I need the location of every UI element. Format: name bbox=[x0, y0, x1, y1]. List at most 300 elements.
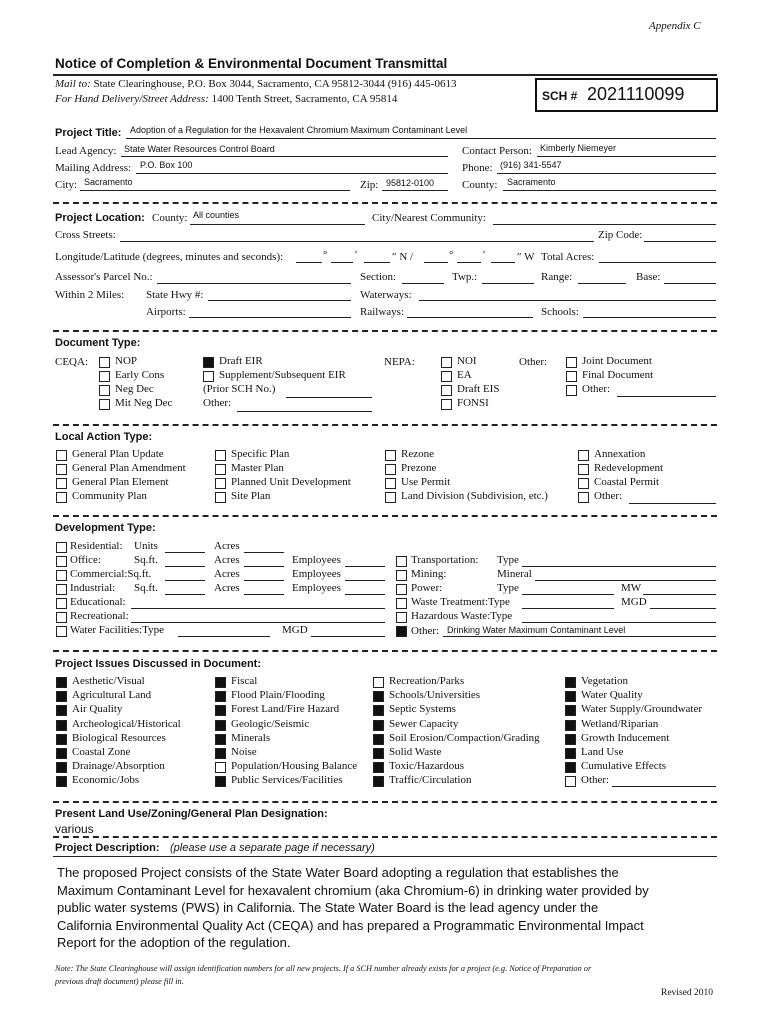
noi-label: NOI bbox=[457, 355, 477, 367]
twp-label: Twp.: bbox=[452, 271, 478, 283]
zip-code-line bbox=[644, 241, 716, 242]
project-title-line bbox=[126, 138, 716, 139]
divider bbox=[53, 650, 717, 652]
lat-min-symbol: ′ bbox=[355, 249, 358, 261]
toxic-hazardous-checkbox[interactable] bbox=[373, 762, 384, 773]
drainage-absorption-checkbox[interactable] bbox=[56, 762, 67, 773]
description-rule bbox=[53, 856, 717, 857]
educational-line bbox=[131, 608, 385, 609]
doc-other-line bbox=[617, 396, 716, 397]
issues-label: Project Issues Discussed in Document: bbox=[55, 658, 262, 670]
description-line: California Environmental Quality Act (CEQA) and has prepared a Programmatic Environmental Impact bbox=[57, 917, 644, 933]
noise-checkbox[interactable] bbox=[215, 748, 226, 759]
project-title-value[interactable]: Adoption of a Regulation for the Hexavalent Chromium Maximum Contaminant Level bbox=[130, 125, 468, 135]
county-line bbox=[503, 190, 716, 191]
office-checkbox[interactable] bbox=[56, 556, 67, 567]
dev-other-value[interactable]: Drinking Water Maximum Contaminant Level bbox=[447, 625, 626, 635]
cross-streets-label: Cross Streets: bbox=[55, 229, 116, 241]
land-use-value[interactable]: various bbox=[55, 822, 94, 836]
form-title: Notice of Completion & Environmental Document Transmittal bbox=[55, 56, 448, 71]
office-sqft-label: Sq.ft. bbox=[134, 554, 158, 566]
hwy-line bbox=[208, 300, 351, 301]
location-county-line bbox=[190, 224, 365, 225]
drainage-absorption-label: Drainage/Absorption bbox=[72, 760, 165, 773]
nepa-label: NEPA: bbox=[384, 356, 415, 368]
schools-universities-checkbox[interactable] bbox=[373, 691, 384, 702]
apn-label: Assessor's Parcel No.: bbox=[55, 271, 153, 283]
residential-acres-line bbox=[244, 552, 284, 553]
sewer-capacity-checkbox[interactable] bbox=[373, 720, 384, 731]
biological-resources-label: Biological Resources bbox=[72, 731, 166, 744]
industrial-sqft-label: Sq.ft. bbox=[134, 582, 158, 594]
commercial-sqft-line bbox=[165, 580, 205, 581]
description-hint: (please use a separate page if necessary) bbox=[170, 842, 375, 854]
water-facilities-type-line bbox=[178, 636, 270, 637]
base-label: Base: bbox=[636, 271, 661, 283]
growth-inducement-label: Growth Inducement bbox=[581, 731, 670, 744]
supplement-subsequent-eir-label: Supplement/Subsequent EIR bbox=[219, 369, 346, 381]
issues-other-line bbox=[612, 786, 716, 787]
sewer-capacity-label: Sewer Capacity bbox=[389, 717, 459, 730]
power-checkbox[interactable] bbox=[396, 584, 407, 595]
waste-treatment-checkbox[interactable] bbox=[396, 598, 407, 609]
final-document-checkbox[interactable] bbox=[566, 371, 577, 382]
contact-label: Contact Person: bbox=[462, 145, 532, 157]
commercial-checkbox[interactable] bbox=[56, 570, 67, 581]
description-body[interactable] bbox=[57, 864, 649, 952]
site-plan-label: Site Plan bbox=[231, 490, 271, 502]
commercial-employees-line bbox=[345, 580, 385, 581]
recreation-parks-checkbox[interactable] bbox=[373, 677, 384, 688]
cumulative-effects-label: Cumulative Effects bbox=[581, 760, 667, 773]
phone-line bbox=[497, 173, 716, 174]
lat-deg-symbol: ° bbox=[323, 249, 328, 261]
planned-unit-development-label: Planned Unit Development bbox=[231, 476, 351, 488]
divider bbox=[53, 330, 717, 332]
divider bbox=[53, 801, 717, 803]
community-plan-checkbox[interactable] bbox=[56, 492, 67, 503]
sch-box bbox=[535, 78, 718, 112]
prior-sch-no-label: (Prior SCH No.) bbox=[203, 383, 276, 395]
annexation-checkbox[interactable] bbox=[578, 450, 589, 461]
wetland-riparian-checkbox[interactable] bbox=[565, 720, 576, 731]
office-acres-label: Acres bbox=[214, 554, 240, 566]
general-plan-amendment-checkbox[interactable] bbox=[56, 464, 67, 475]
mail-to-label: Mail to: bbox=[55, 78, 91, 90]
description-line: The proposed Project consists of the State Water Board adopting a regulation that establishes the bbox=[57, 865, 619, 880]
other-label: Other: bbox=[203, 397, 232, 409]
mail-to-line bbox=[55, 78, 456, 90]
general-plan-element-label: General Plan Element bbox=[72, 476, 169, 488]
office-employees-label: Employees bbox=[292, 554, 341, 566]
county-value[interactable]: Sacramento bbox=[507, 177, 556, 187]
recreational-checkbox[interactable] bbox=[56, 612, 67, 623]
hand-delivery-address: 1400 Tenth Street, Sacramento, CA 95814 bbox=[211, 93, 398, 105]
recreational-label: Recreational: bbox=[70, 610, 129, 622]
nop-checkbox[interactable] bbox=[99, 357, 110, 368]
coastal-zone-checkbox[interactable] bbox=[56, 748, 67, 759]
draft-eis-checkbox[interactable] bbox=[441, 385, 452, 396]
ceqa-other-line bbox=[237, 411, 372, 412]
mineral-line bbox=[535, 580, 716, 581]
educational-label: Educational: bbox=[70, 596, 126, 608]
waste-treatment-line bbox=[522, 608, 614, 609]
industrial-employees-line bbox=[345, 594, 385, 595]
transportation-checkbox[interactable] bbox=[396, 556, 407, 567]
long-min-symbol: ′ bbox=[483, 249, 486, 261]
residential-units-line bbox=[165, 552, 205, 553]
ea-checkbox[interactable] bbox=[441, 371, 452, 382]
schools-line bbox=[583, 317, 716, 318]
land-division-subdivision-etc-label: Land Division (Subdivision, etc.) bbox=[401, 490, 548, 502]
population-housing-balance-checkbox[interactable] bbox=[215, 762, 226, 773]
office-acres-line bbox=[244, 566, 284, 567]
recreational-line bbox=[131, 622, 385, 623]
traffic-circulation-checkbox[interactable] bbox=[373, 776, 384, 787]
lat-deg-line bbox=[296, 262, 322, 263]
septic-systems-checkbox[interactable] bbox=[373, 705, 384, 716]
schools-label: Schools: bbox=[541, 306, 579, 318]
forest-land-fire-hazard-checkbox[interactable] bbox=[215, 705, 226, 716]
coastal-permit-label: Coastal Permit bbox=[594, 476, 660, 488]
residential-acres-label: Acres bbox=[214, 540, 240, 552]
development-type-label: Development Type: bbox=[55, 522, 156, 534]
lat-sec-line bbox=[364, 262, 390, 263]
power-type-label: Type bbox=[497, 582, 519, 594]
transportation-type-label: Type bbox=[497, 554, 519, 566]
phone-label: Phone: bbox=[462, 162, 493, 174]
other-label: Other: bbox=[581, 774, 610, 787]
archeological-historical-label: Archeological/Historical bbox=[72, 717, 181, 730]
solid-waste-checkbox[interactable] bbox=[373, 748, 384, 759]
railways-label: Railways: bbox=[360, 306, 404, 318]
zip-line bbox=[382, 190, 448, 191]
neg-dec-checkbox[interactable] bbox=[99, 385, 110, 396]
transportation-label: Transportation: bbox=[411, 554, 479, 566]
range-label: Range: bbox=[541, 271, 573, 283]
industrial-acres-line bbox=[244, 594, 284, 595]
location-label: Project Location: bbox=[55, 212, 145, 224]
air-quality-checkbox[interactable] bbox=[56, 705, 67, 716]
hazardous-waste-label: Hazardous Waste:Type bbox=[411, 610, 513, 622]
wetland-riparian-label: Wetland/Riparian bbox=[581, 717, 659, 730]
long-sec-line bbox=[491, 262, 515, 263]
master-plan-label: Master Plan bbox=[231, 462, 284, 474]
location-county-value[interactable]: All counties bbox=[193, 210, 240, 220]
commercial-acres-line bbox=[244, 580, 284, 581]
apn-line bbox=[157, 283, 351, 284]
footer-note-line-1: Note: The State Clearinghouse will assign identification numbers for all new projects. If a SCH number already exists for a project (e.g. Notice of Preparation or bbox=[55, 964, 592, 973]
mailing-line bbox=[136, 173, 448, 174]
description-line: Maximum Contaminant Level for hexavalent chromium (aka Chromium-6) in drinking water provided by bbox=[57, 882, 649, 898]
industrial-acres-label: Acres bbox=[214, 582, 240, 594]
within-label: Within 2 Miles: bbox=[55, 289, 125, 301]
industrial-employees-label: Employees bbox=[292, 582, 341, 594]
prezone-label: Prezone bbox=[401, 462, 437, 474]
residential-checkbox[interactable] bbox=[56, 542, 67, 553]
draft-eir-label: Draft EIR bbox=[219, 355, 263, 367]
document-type-label: Document Type: bbox=[55, 337, 141, 349]
county-label: County: bbox=[462, 179, 498, 191]
water-facilities-mgd-line bbox=[311, 636, 385, 637]
annexation-label: Annexation bbox=[594, 448, 646, 460]
early-cons-checkbox[interactable] bbox=[99, 371, 110, 382]
total-acres-line bbox=[599, 262, 716, 263]
final-document-label: Final Document bbox=[582, 369, 654, 381]
lat-min-line bbox=[331, 262, 353, 263]
redevelopment-label: Redevelopment bbox=[594, 462, 664, 474]
airports-line bbox=[189, 317, 351, 318]
sch-label: SCH # bbox=[542, 89, 578, 103]
title-rule bbox=[53, 74, 717, 76]
dev-other-label: Other: bbox=[411, 625, 440, 637]
waterways-label: Waterways: bbox=[360, 289, 412, 301]
prezone-checkbox[interactable] bbox=[385, 464, 396, 475]
biological-resources-checkbox[interactable] bbox=[56, 734, 67, 745]
water-supply-groundwater-label: Water Supply/Groundwater bbox=[581, 703, 702, 716]
septic-systems-label: Septic Systems bbox=[389, 703, 456, 716]
zip-value[interactable]: 95812-0100 bbox=[386, 178, 435, 188]
coastal-zone-label: Coastal Zone bbox=[72, 746, 131, 758]
city-value[interactable]: Sacramento bbox=[84, 177, 133, 187]
mailing-value[interactable]: P.O. Box 100 bbox=[140, 160, 193, 170]
schools-universities-label: Schools/Universities bbox=[389, 689, 481, 702]
public-services-facilities-checkbox[interactable] bbox=[215, 776, 226, 787]
specific-plan-label: Specific Plan bbox=[231, 448, 290, 460]
water-facilities-mgd-label: MGD bbox=[282, 624, 308, 636]
residential-label: Residential: bbox=[70, 540, 123, 552]
noi-checkbox[interactable] bbox=[441, 357, 452, 368]
site-plan-checkbox[interactable] bbox=[215, 492, 226, 503]
base-line bbox=[664, 283, 716, 284]
toxic-hazardous-label: Toxic/Hazardous bbox=[389, 760, 464, 773]
redevelopment-checkbox[interactable] bbox=[578, 464, 589, 475]
local-action-other-line bbox=[629, 503, 716, 504]
rezone-checkbox[interactable] bbox=[385, 450, 396, 461]
water-supply-groundwater-checkbox[interactable] bbox=[565, 705, 576, 716]
educational-checkbox[interactable] bbox=[56, 598, 67, 609]
long-deg-symbol: ° bbox=[449, 249, 454, 261]
solid-waste-label: Solid Waste bbox=[389, 746, 442, 758]
hazardous-waste-line bbox=[522, 622, 716, 623]
use-permit-label: Use Permit bbox=[401, 476, 451, 488]
divider bbox=[53, 836, 717, 838]
transportation-type-line bbox=[522, 566, 716, 567]
lead-agency-line bbox=[121, 156, 448, 157]
location-county-label: County: bbox=[152, 212, 188, 224]
general-plan-update-label: General Plan Update bbox=[72, 448, 164, 460]
community-plan-label: Community Plan bbox=[72, 490, 147, 502]
other-checkbox[interactable] bbox=[578, 492, 589, 503]
mineral-label: Mineral bbox=[497, 568, 532, 580]
specific-plan-checkbox[interactable] bbox=[215, 450, 226, 461]
recreation-parks-label: Recreation/Parks bbox=[389, 675, 465, 687]
description-line: public water systems (PWS) in California. The State Water Board is the lead agency under the bbox=[57, 900, 599, 916]
revised-label: Revised 2010 bbox=[661, 988, 713, 998]
commercial-label: Commercial:Sq.ft. bbox=[70, 568, 152, 580]
agricultural-land-label: Agricultural Land bbox=[72, 689, 152, 702]
long-deg-line bbox=[424, 262, 448, 263]
power-type-line bbox=[522, 594, 614, 595]
industrial-label: Industrial: bbox=[70, 582, 116, 594]
minerals-checkbox[interactable] bbox=[215, 734, 226, 745]
neg-dec-label: Neg Dec bbox=[115, 383, 154, 395]
land-use-label: Land Use bbox=[581, 746, 624, 758]
vegetation-checkbox[interactable] bbox=[565, 677, 576, 688]
economic-jobs-label: Economic/Jobs bbox=[72, 774, 140, 787]
soil-erosion-compaction-grading-label: Soil Erosion/Compaction/Grading bbox=[389, 731, 540, 744]
joint-document-label: Joint Document bbox=[582, 355, 652, 367]
residential-units-label: Units bbox=[134, 540, 158, 552]
minerals-label: Minerals bbox=[231, 731, 271, 744]
footer-note-line-2: previous draft document) please fill in. bbox=[55, 977, 184, 986]
nearest-community-line bbox=[493, 224, 716, 225]
airports-label: Airports: bbox=[146, 306, 186, 318]
project-title-label: Project Title: bbox=[55, 127, 122, 139]
total-acres-label: Total Acres: bbox=[541, 251, 595, 263]
ceqa-label: CEQA: bbox=[55, 356, 88, 368]
forest-land-fire-hazard-label: Forest Land/Fire Hazard bbox=[231, 703, 340, 716]
planned-unit-development-checkbox[interactable] bbox=[215, 478, 226, 489]
dev-other-checkbox[interactable] bbox=[396, 626, 407, 637]
cross-streets-line bbox=[120, 241, 594, 242]
commercial-employees-label: Employees bbox=[292, 568, 341, 580]
railways-line bbox=[407, 317, 533, 318]
coastal-permit-checkbox[interactable] bbox=[578, 478, 589, 489]
lead-agency-label: Lead Agency: bbox=[55, 145, 117, 157]
growth-inducement-checkbox[interactable] bbox=[565, 734, 576, 745]
general-plan-element-checkbox[interactable] bbox=[56, 478, 67, 489]
cumulative-effects-checkbox[interactable] bbox=[565, 762, 576, 773]
section-label: Section: bbox=[360, 271, 397, 283]
fiscal-checkbox[interactable] bbox=[215, 677, 226, 688]
population-housing-balance-label: Population/Housing Balance bbox=[231, 760, 358, 773]
aesthetic-visual-label: Aesthetic/Visual bbox=[72, 675, 145, 687]
divider bbox=[53, 515, 717, 517]
section-line bbox=[402, 283, 444, 284]
land-use-label: Present Land Use/Zoning/General Plan Designation: bbox=[55, 808, 328, 820]
waterways-line bbox=[419, 300, 716, 301]
ea-label: EA bbox=[457, 369, 472, 381]
mining-checkbox[interactable] bbox=[396, 570, 407, 581]
joint-document-checkbox[interactable] bbox=[566, 357, 577, 368]
latlong-label: Longitude/Latitude (degrees, minutes and seconds): bbox=[55, 251, 284, 263]
twp-line bbox=[482, 283, 534, 284]
early-cons-label: Early Cons bbox=[115, 369, 165, 381]
air-quality-label: Air Quality bbox=[72, 703, 123, 716]
traffic-circulation-label: Traffic/Circulation bbox=[389, 774, 472, 787]
other-label: Other: bbox=[594, 490, 623, 502]
nop-label: NOP bbox=[115, 355, 138, 367]
rezone-label: Rezone bbox=[401, 448, 434, 460]
doc-other-label: Other: bbox=[519, 356, 548, 368]
draft-eir-checkbox[interactable] bbox=[203, 357, 214, 368]
vegetation-label: Vegetation bbox=[581, 675, 629, 687]
nearest-community-label: City/Nearest Community: bbox=[372, 212, 486, 224]
water-facilities-checkbox[interactable] bbox=[56, 626, 67, 637]
fiscal-label: Fiscal bbox=[231, 675, 258, 687]
lead-agency-value[interactable]: State Water Resources Control Board bbox=[124, 144, 275, 154]
economic-jobs-checkbox[interactable] bbox=[56, 776, 67, 787]
hazardous-waste-checkbox[interactable] bbox=[396, 612, 407, 623]
waste-mgd-label: MGD bbox=[621, 596, 647, 608]
land-use-checkbox[interactable] bbox=[565, 748, 576, 759]
flood-plain-flooding-checkbox[interactable] bbox=[215, 691, 226, 702]
archeological-historical-checkbox[interactable] bbox=[56, 720, 67, 731]
land-division-subdivision-etc-checkbox[interactable] bbox=[385, 492, 396, 503]
hand-delivery-line bbox=[55, 93, 397, 105]
soil-erosion-compaction-grading-checkbox[interactable] bbox=[373, 734, 384, 745]
flood-plain-flooding-label: Flood Plain/Flooding bbox=[231, 689, 325, 702]
draft-eis-label: Draft EIS bbox=[457, 383, 500, 395]
water-quality-label: Water Quality bbox=[581, 689, 643, 702]
mining-label: Mining: bbox=[411, 568, 447, 580]
appendix-label: Appendix C bbox=[649, 20, 701, 32]
other-checkbox[interactable] bbox=[566, 385, 577, 396]
contact-line bbox=[537, 156, 716, 157]
dev-other-line bbox=[443, 636, 716, 637]
other-checkbox[interactable] bbox=[565, 776, 576, 787]
industrial-checkbox[interactable] bbox=[56, 584, 67, 595]
general-plan-update-checkbox[interactable] bbox=[56, 450, 67, 461]
long-min-line bbox=[457, 262, 481, 263]
office-sqft-line bbox=[165, 566, 205, 567]
range-line bbox=[578, 283, 626, 284]
power-mw-line bbox=[643, 594, 716, 595]
waste-mgd-line bbox=[650, 608, 716, 609]
supplement-subsequent-eir-checkbox[interactable] bbox=[203, 371, 214, 382]
commercial-acres-label: Acres bbox=[214, 568, 240, 580]
sch-number[interactable]: 2021110099 bbox=[587, 84, 685, 104]
description-label: Project Description: bbox=[55, 842, 160, 854]
city-line bbox=[80, 190, 350, 191]
general-plan-amendment-label: General Plan Amendment bbox=[72, 462, 186, 474]
public-services-facilities-label: Public Services/Facilities bbox=[231, 774, 343, 787]
noise-label: Noise bbox=[231, 746, 257, 758]
other-label: Other: bbox=[582, 383, 611, 395]
use-permit-checkbox[interactable] bbox=[385, 478, 396, 489]
long-w-label: ″ W bbox=[517, 251, 535, 263]
office-employees-line bbox=[345, 566, 385, 567]
mit-neg-dec-checkbox[interactable] bbox=[99, 399, 110, 410]
industrial-sqft-line bbox=[165, 594, 205, 595]
master-plan-checkbox[interactable] bbox=[215, 464, 226, 475]
water-facilities-label: Water Facilities:Type bbox=[70, 624, 164, 636]
lat-n-label: ″ N / bbox=[392, 251, 414, 263]
hwy-label: State Hwy #: bbox=[146, 289, 204, 301]
hand-delivery-label: For Hand Delivery/Street Address: bbox=[55, 93, 209, 105]
description-line: Report for the adoption of the regulation. bbox=[57, 935, 291, 951]
mailing-label: Mailing Address: bbox=[55, 162, 132, 174]
fonsi-label: FONSI bbox=[457, 397, 489, 409]
agricultural-land-checkbox[interactable] bbox=[56, 691, 67, 702]
contact-value[interactable]: Kimberly Niemeyer bbox=[540, 143, 617, 153]
aesthetic-visual-checkbox[interactable] bbox=[56, 677, 67, 688]
mail-to-address: State Clearinghouse, P.O. Box 3044, Sacramento, CA 95812-3044 (916) 445-0613 bbox=[93, 78, 457, 90]
prior-sch-line bbox=[286, 397, 372, 398]
local-action-label: Local Action Type: bbox=[55, 431, 153, 443]
office-label: Office: bbox=[70, 554, 101, 566]
waste-treatment-label: Waste Treatment:Type bbox=[411, 596, 510, 608]
zip-code-label: Zip Code: bbox=[598, 229, 643, 241]
water-quality-checkbox[interactable] bbox=[565, 691, 576, 702]
fonsi-checkbox[interactable] bbox=[441, 399, 452, 410]
geologic-seismic-label: Geologic/Seismic bbox=[231, 717, 310, 730]
geologic-seismic-checkbox[interactable] bbox=[215, 720, 226, 731]
divider bbox=[53, 424, 717, 426]
zip-label: Zip: bbox=[360, 179, 379, 191]
phone-value[interactable]: (916) 341-5547 bbox=[500, 160, 562, 170]
